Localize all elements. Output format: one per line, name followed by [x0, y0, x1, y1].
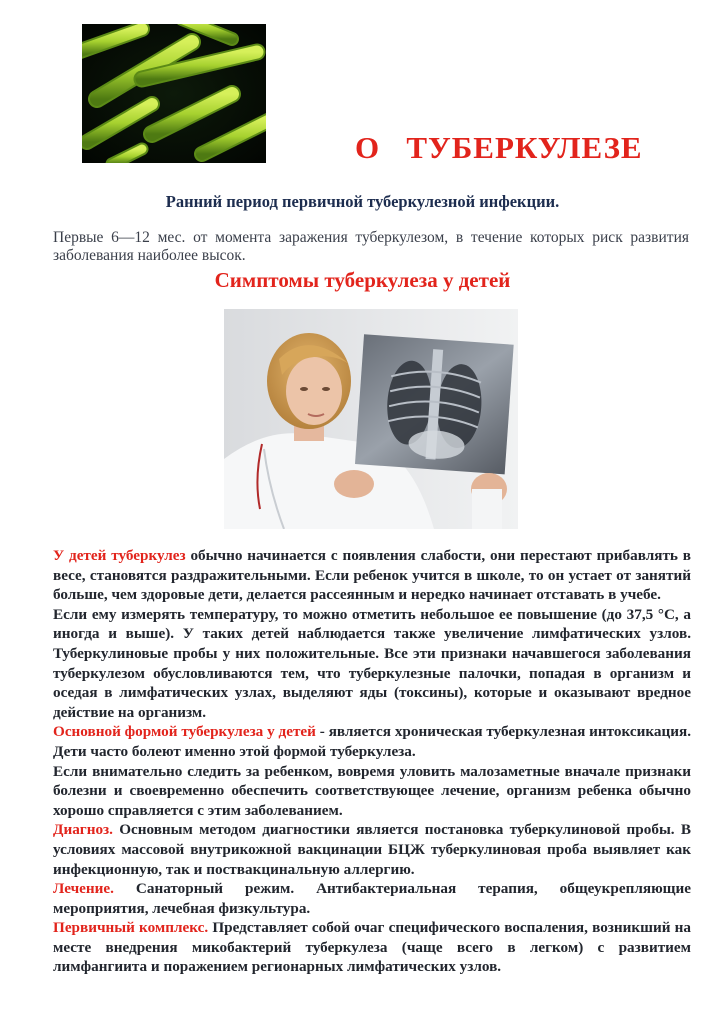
highlight-treatment: Лечение. — [53, 880, 114, 898]
highlight-diagnosis: Диагноз. — [53, 821, 113, 839]
subtitle: Ранний период первичной туберкулезной инфекции. — [165, 192, 560, 211]
highlight-primary-complex: Первичный комплекс. — [53, 919, 209, 937]
paragraph-treatment — [53, 879, 691, 918]
paragraph-text: Санаторный режим. Антибактериальная терапия, общеукрепляющие мероприятия, лечебная физкультура. — [53, 880, 691, 917]
page-title: О ТУБЕРКУЛЕЗЕ — [355, 130, 643, 165]
paragraph-text: обычно начинается с появления слабости, они перестают прибавлять в весе, становятся раздражительными. Если ребенок учится в школе, то он устает от занятий больше, чем здоровые дети, делается рассеянным и нередко начинает отставать в учебе. — [53, 547, 691, 604]
symptoms-heading: Симптомы туберкулеза у детей — [214, 268, 511, 292]
paragraph-observation: Если внимательно следить за ребенком, вовремя уловить малозаметные вначале признаки болезни и своевременно обеспечить соответствующее лечение, организм ребенка обычно хорошо справляется с этим заболеванием. — [53, 762, 691, 819]
paragraph-text: Представляет собой очаг специфического воспаления, возникший на месте внедрения микобактерий туберкулеза (чаще всего в легком) с развитием лимфангиита и поражением регионарных лимфатических узлов. — [53, 919, 691, 976]
highlight-children-tb: У детей туберкулез — [53, 547, 186, 564]
bacteria-microscope-icon — [82, 24, 266, 163]
paragraph-text: - является хроническая туберкулезная интоксикация. Дети часто болеют именно этой формой туберкулеза. — [53, 723, 691, 760]
doctor-xray-photo-icon — [224, 309, 518, 529]
paragraph-diagnosis — [53, 820, 691, 879]
paragraph-children-onset — [53, 546, 691, 605]
paragraph-primary-complex — [53, 918, 691, 977]
intro-paragraph: Первые 6—12 мес. от момента заражения туберкулезом, в течение которых риск развития заболевания наиболее высок. — [53, 229, 689, 264]
highlight-main-form: Основной формой туберкулеза у детей — [53, 723, 316, 741]
article-body — [53, 546, 691, 977]
paragraph-text: Основным методом диагностики является постановка туберкулиновой пробы. В условиях массовой внутрикожной вакцинации БЦЖ туберкулиновая проба выявляет как инфекционную, так и поствакцинальную аллергию. — [53, 821, 691, 878]
paragraph-temperature: Если ему измерять температуру, то можно отметить небольшое ее повышение (до 37,5 °С, а иногда и выше). У таких детей наблюдается также увеличение лимфатических узлов. Туберкулиновые пробы у них положительные. Все эти признаки начавшегося заболевания туберкулезом обусловливаются тем, что туберкулезные палочки, попадая в организм и оседая в лимфатических узлах, выделяют яды (токсины), которые и оказывают вредное действие на организм. — [53, 605, 691, 721]
paragraph-main-form — [53, 722, 691, 761]
